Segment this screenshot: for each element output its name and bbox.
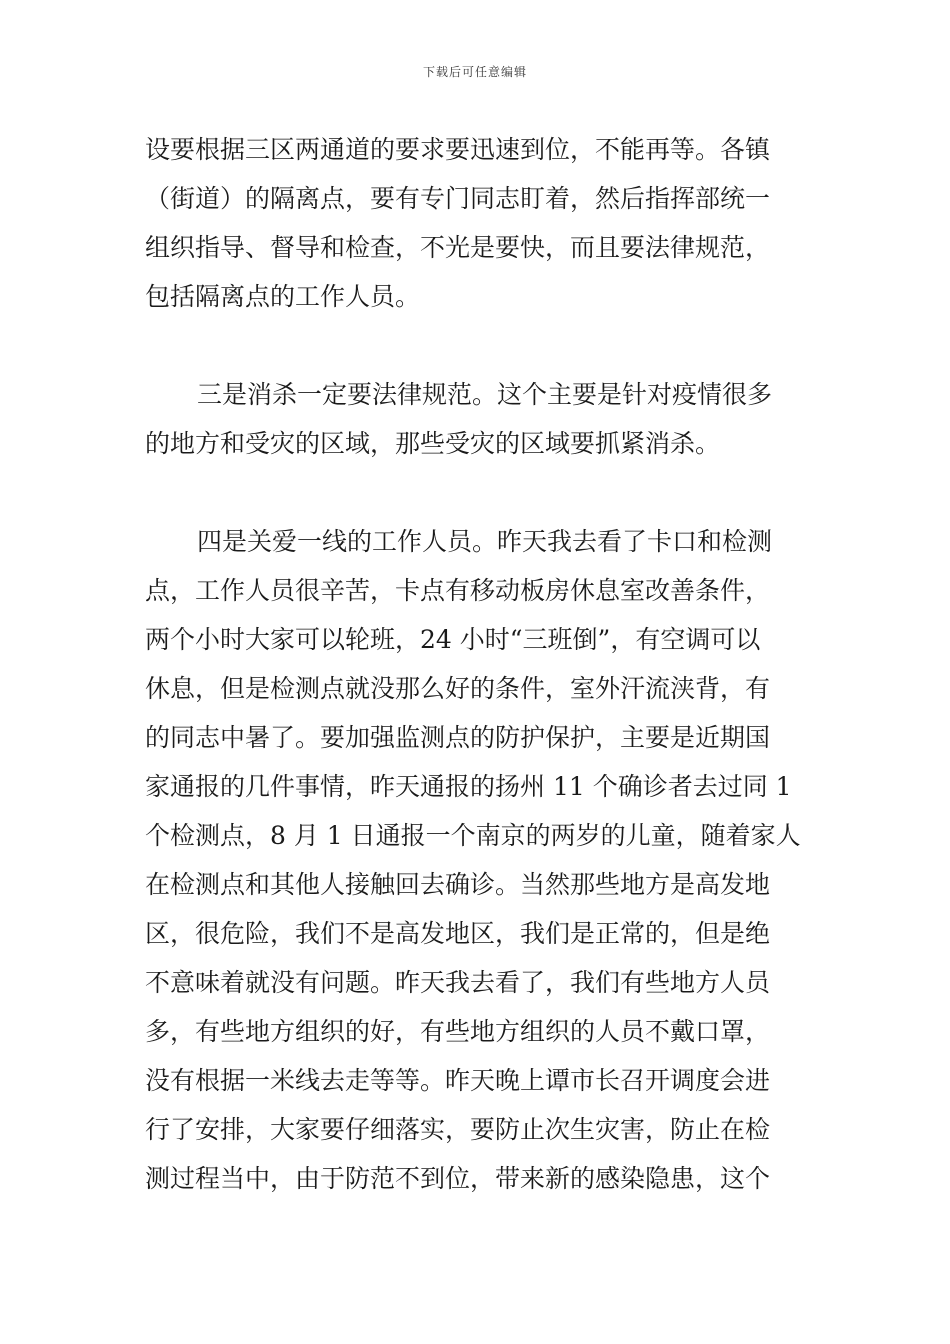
text-line: 点，工作人员很辛苦，卡点有移动板房休息室改善条件， bbox=[145, 576, 771, 605]
text-line: 的同志中暑了。要加强监测点的防护保护，主要是近期国 bbox=[145, 723, 771, 752]
text-line: 的地方和受灾的区域，那些受灾的区域要抓紧消杀。 bbox=[145, 429, 721, 458]
text-line: （街道）的隔离点，要有专门同志盯着，然后指挥部统一 bbox=[145, 184, 771, 213]
text-line: 没有根据一米线去走等等。昨天晚上谭市长召开调度会进 bbox=[145, 1066, 771, 1095]
text-line: 区，很危险，我们不是高发地区，我们是正常的，但是绝 bbox=[145, 919, 771, 948]
text-line: 包括隔离点的工作人员。 bbox=[145, 282, 421, 311]
text-line: 设要根据三区两通道的要求要迅速到位，不能再等。各镇 bbox=[145, 135, 771, 164]
text-line: 行了安排，大家要仔细落实，要防止次生灾害，防止在检 bbox=[145, 1115, 771, 1144]
page-header: 下载后可任意编辑 bbox=[422, 65, 527, 79]
text-line: 两个小时大家可以轮班，24 小时“三班倒”，有空调可以 bbox=[145, 625, 761, 654]
text-line: 测过程当中，由于防范不到位，带来新的感染隐患，这个 bbox=[145, 1164, 771, 1193]
text-line: 不意味着就没有问题。昨天我去看了，我们有些地方人员 bbox=[145, 968, 771, 997]
text-line: 休息，但是检测点就没那么好的条件，室外汗流浃背，有 bbox=[145, 674, 771, 703]
text-line: 三是消杀一定要法律规范。这个主要是针对疫情很多 bbox=[197, 380, 773, 409]
document-body bbox=[145, 125, 810, 1203]
paragraph-spacer bbox=[145, 321, 810, 370]
paragraph-point-four bbox=[145, 517, 810, 1203]
text-line: 个检测点，8 月 1 日通报一个南京的两岁的儿童，随着家人 bbox=[145, 821, 801, 850]
paragraph-spacer bbox=[145, 468, 810, 517]
text-line: 家通报的几件事情，昨天通报的扬州 11 个确诊者去过同 1 bbox=[145, 772, 792, 801]
text-line: 组织指导、督导和检查，不光是要快，而且要法律规范， bbox=[145, 233, 771, 262]
text-line: 在检测点和其他人接触回去确诊。当然那些地方是高发地 bbox=[145, 870, 771, 899]
paragraph-point-three bbox=[145, 370, 810, 468]
text-line: 多，有些地方组织的好，有些地方组织的人员不戴口罩， bbox=[145, 1017, 771, 1046]
paragraph-continuation bbox=[145, 125, 810, 321]
text-line: 四是关爱一线的工作人员。昨天我去看了卡口和检测 bbox=[197, 527, 773, 556]
